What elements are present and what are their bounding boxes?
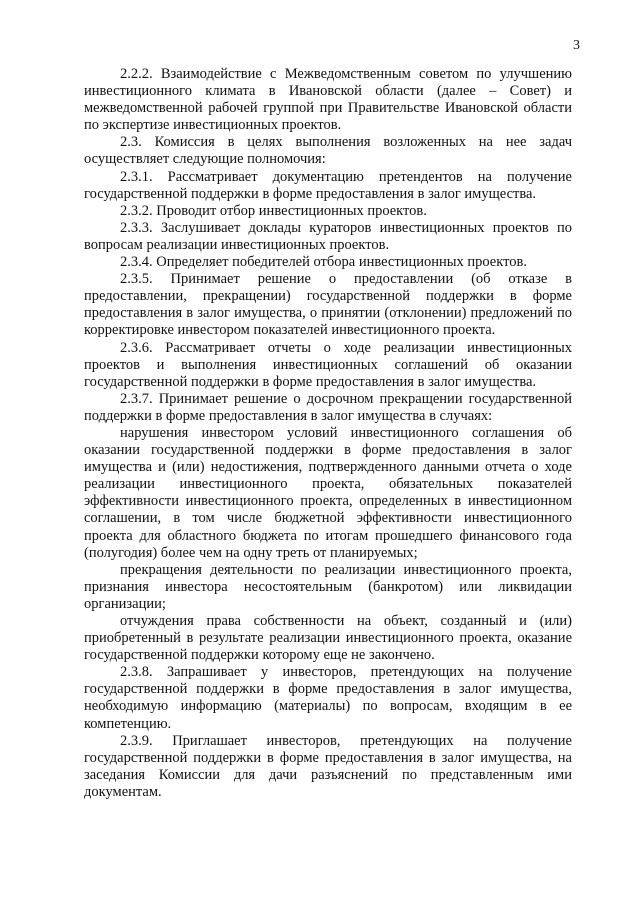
case-item-violation: нарушения инвестором условий инвестиционного соглашения об оказании государственной поддержки в форме предоставления в залог имущества и (или) недостижения, подтвержденного данными отчета о ходе реализации инвестиционного проекта, обязательных показателей эффективности инвестиционного проекта, определенных в инвестиционном соглашении, в том числе бюджетной эффективности инвестиционного проекта для областного бюджета по итогам прошедшего финансового года (полугодия) более чем на одну треть от планируемых; <box>84 424 572 561</box>
paragraph-2-3: 2.3. Комиссия в целях выполнения возложенных на нее задач осуществляет следующие полномочия: <box>84 134 572 168</box>
paragraph-2-3-4: 2.3.4. Определяет победителей отбора инвестиционных проектов. <box>120 254 527 271</box>
case-item-termination: прекращения деятельности по реализации инвестиционного проекта, признания инвестора несостоятельным (банкротом) или ликвидации организации; <box>84 561 572 612</box>
case-item-alienation: отчуждения права собственности на объект, созданный и (или) приобретенный в результате реализации инвестиционного проекта, оказание государственной поддержки которому еще не закончено. <box>84 613 572 664</box>
paragraph-2-3-2: 2.3.2. Проводит отбор инвестиционных проектов. <box>120 202 427 219</box>
paragraph-2-3-9: 2.3.9. Приглашает инвесторов, претендующих на получение государственной поддержки в форме предоставления в залог имущества, на заседания Комиссии для дачи разъяснений по представленным ими документам. <box>84 732 572 800</box>
paragraph-2-3-7: 2.3.7. Принимает решение о досрочном прекращении государственной поддержки в форме предоставления в залог имущества в случаях: <box>84 390 572 424</box>
paragraph-2-3-6: 2.3.6. Рассматривает отчеты о ходе реализации инвестиционных проектов и выполнения инвестиционных соглашений об оказании государственной поддержки в форме предоставления в залог имущества. <box>84 339 572 390</box>
paragraph-2-3-1: 2.3.1. Рассматривает документацию претендентов на получение государственной поддержки в форме предоставления в залог имущества. <box>84 168 572 202</box>
page-number: 3 <box>573 38 580 53</box>
paragraph-2-3-5: 2.3.5. Принимает решение о предоставлении (об отказе в предоставлении, прекращении) государственной поддержки в форме предоставления в залог имущества, о принятии (отклонении) предложений по корректировке инвестором показателей инвестиционного проекта. <box>84 271 572 339</box>
paragraph-2-2-2: 2.2.2. Взаимодействие с Межведомственным советом по улучшению инвестиционного климата в Ивановской области (далее – Совет) и межведомственной рабочей группой при Правительстве Ивановской области по экспертизе инвестиционных проектов. <box>84 66 572 134</box>
paragraph-2-3-8: 2.3.8. Запрашивает у инвесторов, претендующих на получение государственной поддержки в форме предоставления в залог имущества, необходимую информацию (материалы) по вопросам, входящим в ее компетенцию. <box>84 664 572 732</box>
paragraph-2-3-3: 2.3.3. Заслушивает доклады кураторов инвестиционных проектов по вопросам реализации инвестиционных проектов. <box>84 219 572 253</box>
document-body <box>84 66 572 801</box>
